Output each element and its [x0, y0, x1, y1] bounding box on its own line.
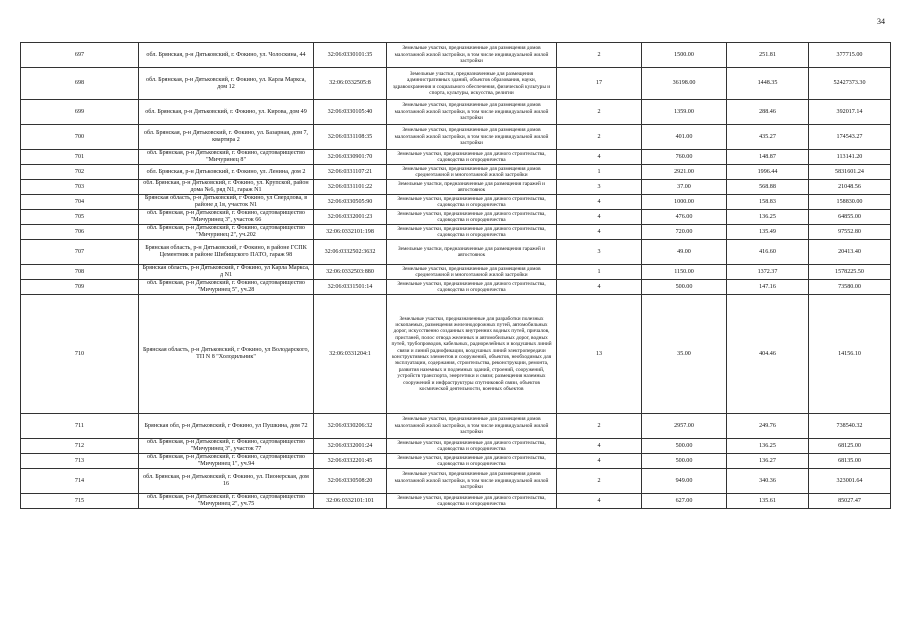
group-number-cell: 13: [557, 295, 642, 414]
specific-value-cell: 136.27: [727, 454, 809, 469]
table-row: [21, 100, 891, 125]
row-number: 700: [21, 125, 139, 150]
table-row: [21, 68, 891, 100]
row-number: 705: [21, 210, 139, 225]
address-cell: обл. Брянская, р-н Дятьковский, г. Фокино, ул. Пионерская, дом 16: [139, 469, 314, 494]
cadastral-value-cell: 64855.00: [809, 210, 891, 225]
cadastral-number-cell: 32:06:0330206:32: [314, 414, 387, 439]
table-row: [21, 180, 891, 195]
address-cell: обл. Брянская, р-н Дятьковский, г. Фокино, ул. Кирова, дом 49: [139, 100, 314, 125]
area-cell: 1359.00: [642, 100, 727, 125]
address-cell: обл. Брянская, р-н Дятьковский, г. Фокино, садтоварищество "Мичуринец 3", участок 66: [139, 210, 314, 225]
cadastral-value-cell: 85027.47: [809, 494, 891, 509]
table-row: [21, 125, 891, 150]
group-number-cell: 2: [557, 100, 642, 125]
table-row: [21, 439, 891, 454]
land-use-cell: Земельные участки, предназначенные для дачного строительства, садоводства и огородничества: [387, 280, 557, 295]
table-row: [21, 414, 891, 439]
group-number-cell: 4: [557, 494, 642, 509]
address-cell: Брянская область, р-н Дятьковский, г Фокино, ул Володарского, ТП N 8 "Холодильник": [139, 295, 314, 414]
table-row: [21, 265, 891, 280]
row-number: 702: [21, 165, 139, 180]
cadastral-value-cell: 5831601.24: [809, 165, 891, 180]
group-number-cell: 4: [557, 150, 642, 165]
cadastral-number-cell: 32:06:0331101:22: [314, 180, 387, 195]
area-cell: 35.00: [642, 295, 727, 414]
cadastral-number-cell: 32:06:0331107:21: [314, 165, 387, 180]
land-use-cell: Земельные участки, предназначенные для дачного строительства, садоводства и огородничества: [387, 210, 557, 225]
cadastral-value-cell: 21048.56: [809, 180, 891, 195]
land-use-cell: Земельные участки, предназначенные для размещения домов малоэтажной жилой застройки, в том числе индивидуальной жилой застройки: [387, 125, 557, 150]
area-cell: 36198.00: [642, 68, 727, 100]
row-number: 704: [21, 195, 139, 210]
row-number: 714: [21, 469, 139, 494]
group-number-cell: 1: [557, 265, 642, 280]
cadastral-number-cell: 32:06:0332001:24: [314, 439, 387, 454]
address-cell: Брянская область, р-н Дятьковский, г Фокино, в районе ГСПК Цементник в районе Шибищского ПАТО, гараж 98: [139, 240, 314, 265]
address-cell: обл. Брянская, р-н Дятьковский, г. Фокино, садтоварищество "Мичуринец 8": [139, 150, 314, 165]
cadastral-value-cell: 113141.20: [809, 150, 891, 165]
cadastral-value-cell: 377715.00: [809, 43, 891, 68]
address-cell: обл. Брянская, р-н Дятьковский, г. Фокино, садтоварищество "Мичуринец 2", уч.75: [139, 494, 314, 509]
row-number: 711: [21, 414, 139, 439]
cadastral-number-cell: 32:06:0330901:70: [314, 150, 387, 165]
address-cell: обл. Брянская, р-н Дятьковский, г. Фокино, садтоварищество "Мичуринец 1", уч.94: [139, 454, 314, 469]
row-number: 701: [21, 150, 139, 165]
row-number: 707: [21, 240, 139, 265]
group-number-cell: 3: [557, 240, 642, 265]
area-cell: 476.00: [642, 210, 727, 225]
specific-value-cell: 1448.35: [727, 68, 809, 100]
area-cell: 49.00: [642, 240, 727, 265]
area-cell: 949.00: [642, 469, 727, 494]
table-row: [21, 469, 891, 494]
group-number-cell: 4: [557, 225, 642, 240]
address-cell: обл. Брянская, р-н Дятьковский, г. Фокино, ул. Ленина, дом 2: [139, 165, 314, 180]
cadastral-value-cell: 52427373.30: [809, 68, 891, 100]
address-cell: обл. Брянская, р-н Дятьковский, г. Фокино, ул. Карла Маркса, дом 12: [139, 68, 314, 100]
land-use-cell: Земельные участки, предназначенные для размещения домов малоэтажной жилой застройки, в том числе индивидуальной жилой застройки: [387, 100, 557, 125]
cadastral-number-cell: 32:06:0330508:20: [314, 469, 387, 494]
group-number-cell: 4: [557, 439, 642, 454]
area-cell: 500.00: [642, 280, 727, 295]
area-cell: 760.00: [642, 150, 727, 165]
specific-value-cell: 147.16: [727, 280, 809, 295]
table-row: [21, 165, 891, 180]
row-number: 712: [21, 439, 139, 454]
row-number: 715: [21, 494, 139, 509]
cadastral-value-cell: 68135.00: [809, 454, 891, 469]
cadastral-number-cell: 32:06:0330505:90: [314, 195, 387, 210]
land-use-cell: Земельные участки, предназначенные для размещения административных зданий, объектов образования, науки, здравоохранения и социального обеспечения, физической культуры и спорта, культуры, искусства, религии: [387, 68, 557, 100]
group-number-cell: 2: [557, 414, 642, 439]
cadastral-value-cell: 97552.80: [809, 225, 891, 240]
address-cell: Брянская обл, р-н Дятьковский, г Фокино, ул Пушкина, дом 72: [139, 414, 314, 439]
land-use-cell: Земельные участки, предназначенные для дачного строительства, садоводства и огородничества: [387, 494, 557, 509]
table-row: [21, 240, 891, 265]
row-number: 708: [21, 265, 139, 280]
cadastral-number-cell: 32:06:0332502:3632: [314, 240, 387, 265]
specific-value-cell: 404.46: [727, 295, 809, 414]
cadastral-number-cell: 32:06:0330105:40: [314, 100, 387, 125]
address-cell: Брянская область, р-н Дятьковский, г Фокино, ул Свердлова, в районе д 1в, участок N1: [139, 195, 314, 210]
cadastral-value-cell: 1578225.50: [809, 265, 891, 280]
group-number-cell: 3: [557, 180, 642, 195]
specific-value-cell: 135.61: [727, 494, 809, 509]
group-number-cell: 4: [557, 210, 642, 225]
cadastral-number-cell: 32:06:0332503:880: [314, 265, 387, 280]
cadastral-number-cell: 32:06:0331501:14: [314, 280, 387, 295]
group-number-cell: 1: [557, 165, 642, 180]
specific-value-cell: 1372.37: [727, 265, 809, 280]
group-number-cell: 2: [557, 125, 642, 150]
table-row: [21, 210, 891, 225]
land-use-cell: Земельные участки, предназначенные для дачного строительства, садоводства и огородничества: [387, 225, 557, 240]
specific-value-cell: 288.46: [727, 100, 809, 125]
address-cell: обл. Брянская, р-н Дятьковский, г. Фокино, ул. Чолоскина, 44: [139, 43, 314, 68]
row-number: 703: [21, 180, 139, 195]
cadastral-value-cell: 68125.00: [809, 439, 891, 454]
table-row: [21, 195, 891, 210]
area-cell: 720.00: [642, 225, 727, 240]
area-cell: 500.00: [642, 439, 727, 454]
specific-value-cell: 249.76: [727, 414, 809, 439]
cadastral-value-cell: 174543.27: [809, 125, 891, 150]
cadastral-number-cell: 32:06:0330101:35: [314, 43, 387, 68]
cadastral-number-cell: 32:06:0332001:23: [314, 210, 387, 225]
cadastral-value-cell: 14156.10: [809, 295, 891, 414]
specific-value-cell: 135.49: [727, 225, 809, 240]
row-number: 698: [21, 68, 139, 100]
specific-value-cell: 435.27: [727, 125, 809, 150]
land-use-cell: Земельные участки, предназначенные для размещения домов среднеэтажной и многоэтажной жилой застройки: [387, 165, 557, 180]
address-cell: обл. Брянская, р-н Дятьковский, г. Фокино, садтоварищество "Мичуринец 3", участок 77: [139, 439, 314, 454]
cadastral-value-cell: 392017.14: [809, 100, 891, 125]
table-row: [21, 494, 891, 509]
row-number: 709: [21, 280, 139, 295]
area-cell: 37.00: [642, 180, 727, 195]
specific-value-cell: 251.81: [727, 43, 809, 68]
group-number-cell: 4: [557, 454, 642, 469]
row-number: 697: [21, 43, 139, 68]
land-use-cell: Земельные участки, предназначенные для разработки полезных ископаемых, размещения железнодорожных путей, автомобильных дорог, искусственно созданных внутренних водных путей, причалов, пристаней, полос отвода железных и автомобильных дорог, водных путей, трубопроводов, кабельных, радиорелейных и воздушных линий связи и линий радиофикации, воздушных линий электропередачи конструктивных элементов и сооружений, объектов, необходимых для эксплуатации, содержания, строительства, реконструкции, ремонта, развития наземных и подземных зданий, строений, сооружений, устройств транспорта, энергетики и связи; размещения наземных сооружений и инфраструктуры спутниковой связи, объектов космической деятельности, военных объектов: [387, 295, 557, 414]
table-row: [21, 43, 891, 68]
table-row: [21, 454, 891, 469]
area-cell: 2957.00: [642, 414, 727, 439]
address-cell: Брянская область, р-н Дятьковский, г Фокино, ул Карла Маркса, д N1: [139, 265, 314, 280]
specific-value-cell: 416.60: [727, 240, 809, 265]
cadastral-number-cell: 32:06:0331204:1: [314, 295, 387, 414]
area-cell: 2921.00: [642, 165, 727, 180]
area-cell: 401.00: [642, 125, 727, 150]
cadastral-value-cell: 20413.40: [809, 240, 891, 265]
table-row: [21, 295, 891, 414]
area-cell: 1000.00: [642, 195, 727, 210]
cadastral-number-cell: 32:06:0332101:101: [314, 494, 387, 509]
row-number: 699: [21, 100, 139, 125]
row-number: 706: [21, 225, 139, 240]
land-use-cell: Земельные участки, предназначенные для размещения гаражей и автостоянок: [387, 240, 557, 265]
table-row: [21, 150, 891, 165]
cadastral-value-cell: 158830.00: [809, 195, 891, 210]
cadastral-value-cell: 323001.64: [809, 469, 891, 494]
group-number-cell: 4: [557, 280, 642, 295]
address-cell: обл. Брянская, р-н Дятьковский, г. Фокино, садтоварищество "Мичуринец 2", уч.202: [139, 225, 314, 240]
address-cell: обл. Брянская, р-н Дятьковский, г. Фокино, ул. Крупской, район дома №6, ряд N1, гараж N1: [139, 180, 314, 195]
row-number: 710: [21, 295, 139, 414]
group-number-cell: 17: [557, 68, 642, 100]
group-number-cell: 4: [557, 195, 642, 210]
cadastral-number-cell: 32:06:0332505:8: [314, 68, 387, 100]
group-number-cell: 2: [557, 43, 642, 68]
specific-value-cell: 1996.44: [727, 165, 809, 180]
land-use-cell: Земельные участки, предназначенные для размещения домов малоэтажной жилой застройки, в том числе индивидуальной жилой застройки: [387, 43, 557, 68]
specific-value-cell: 136.25: [727, 210, 809, 225]
land-use-cell: Земельные участки, предназначенные для дачного строительства, садоводства и огородничества: [387, 150, 557, 165]
specific-value-cell: 158.83: [727, 195, 809, 210]
area-cell: 500.00: [642, 454, 727, 469]
cadastral-number-cell: 32:06:0332101:198: [314, 225, 387, 240]
land-use-cell: Земельные участки, предназначенные для размещения домов малоэтажной жилой застройки, в том числе индивидуальной жилой застройки: [387, 414, 557, 439]
land-use-cell: Земельные участки, предназначенные для размещения домов малоэтажной жилой застройки, в том числе индивидуальной жилой застройки: [387, 469, 557, 494]
land-use-cell: Земельные участки, предназначенные для размещения гаражей и автостоянок: [387, 180, 557, 195]
cadastral-number-cell: 32:06:0331108:35: [314, 125, 387, 150]
address-cell: обл. Брянская, р-н Дятьковский, г. Фокино, садтоварищество "Мичуринец 5", уч.28: [139, 280, 314, 295]
address-cell: обл. Брянская, р-н Дятьковский, г. Фокино, ул. Базарная, дом 7, квартира 2: [139, 125, 314, 150]
cadastral-value-cell: 738540.32: [809, 414, 891, 439]
specific-value-cell: 136.25: [727, 439, 809, 454]
land-use-cell: Земельные участки, предназначенные для дачного строительства, садоводства и огородничества: [387, 195, 557, 210]
area-cell: 627.00: [642, 494, 727, 509]
row-number: 713: [21, 454, 139, 469]
specific-value-cell: 568.88: [727, 180, 809, 195]
land-use-cell: Земельные участки, предназначенные для дачного строительства, садоводства и огородничества: [387, 454, 557, 469]
specific-value-cell: 340.36: [727, 469, 809, 494]
land-use-cell: Земельные участки, предназначенные для дачного строительства, садоводства и огородничества: [387, 439, 557, 454]
land-use-cell: Земельные участки, предназначенные для размещения домов среднеэтажной и многоэтажной жилой застройки: [387, 265, 557, 280]
area-cell: 1150.00: [642, 265, 727, 280]
specific-value-cell: 148.87: [727, 150, 809, 165]
page-number: 34: [877, 17, 885, 26]
registry-table: [20, 42, 891, 509]
cadastral-number-cell: 32:06:0332201:45: [314, 454, 387, 469]
table-row: [21, 280, 891, 295]
area-cell: 1500.00: [642, 43, 727, 68]
table-row: [21, 225, 891, 240]
cadastral-value-cell: 73580.00: [809, 280, 891, 295]
group-number-cell: 2: [557, 469, 642, 494]
